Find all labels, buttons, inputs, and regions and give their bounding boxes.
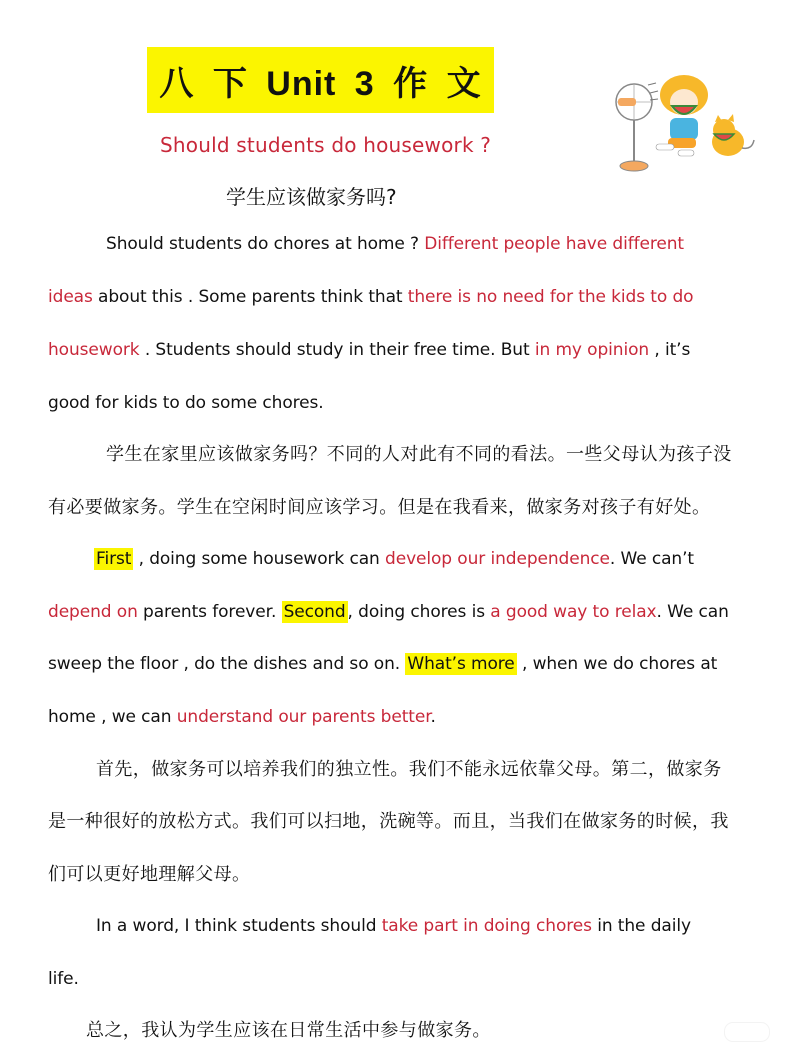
text-span: In a word, I think students should bbox=[96, 916, 382, 936]
p1-en-line2 bbox=[48, 284, 693, 310]
watermark bbox=[724, 1022, 770, 1042]
p2-en-line3 bbox=[48, 651, 717, 677]
text-span: . bbox=[430, 707, 436, 727]
p2-en-line2 bbox=[48, 599, 729, 625]
key-phrase: there is no need for the kids to do bbox=[407, 287, 694, 307]
p3-zh-line1: 总之，我认为学生应该在日常生活中参与做家务。 bbox=[86, 1020, 491, 1041]
p3-en-line2 bbox=[48, 966, 79, 992]
text-span: , when we do chores at bbox=[516, 654, 718, 674]
text-span: , doing some housework can bbox=[133, 549, 386, 569]
text-span: life. bbox=[48, 969, 79, 989]
p2-zh-line2: 是一种很好的放松方式。我们可以扫地，洗碗等。而且，当我们在做家务的时候，我 bbox=[48, 811, 729, 832]
p1-en-line3 bbox=[48, 337, 690, 363]
transition-word-highlight: First bbox=[96, 549, 132, 569]
key-phrase: ideas bbox=[48, 287, 93, 307]
p2-en-line4 bbox=[48, 704, 436, 730]
key-phrase: understand our parents better bbox=[176, 707, 431, 727]
key-phrase: housework bbox=[48, 340, 140, 360]
key-phrase: depend on bbox=[48, 602, 138, 622]
text-span: good for kids to do some chores. bbox=[48, 393, 324, 413]
page-title: 八 下 Unit 3 作 文 bbox=[159, 64, 482, 103]
text-span: . Students should study in their free time. But bbox=[139, 340, 535, 360]
p1-zh-line2: 有必要做家务。学生在空闲时间应该学习。但是在我看来，做家务对孩子有好处。 bbox=[48, 497, 711, 518]
illustration-icon bbox=[596, 60, 766, 185]
p1-zh-line1: 学生在家里应该做家务吗？不同的人对此有不同的看法。一些父母认为孩子没 bbox=[106, 444, 732, 465]
key-phrase: take part in doing chores bbox=[381, 916, 592, 936]
key-phrase: develop our independence bbox=[385, 549, 610, 569]
text-span: about this . Some parents think that bbox=[92, 287, 408, 307]
essay-question-zh: 学生应该做家务吗? bbox=[226, 185, 397, 209]
transition-word-highlight: What’s more bbox=[407, 654, 515, 674]
key-phrase: a good way to relax bbox=[490, 602, 657, 622]
text-span: parents forever. bbox=[137, 602, 282, 622]
p2-zh-line1: 首先，做家务可以培养我们的独立性。我们不能永远依靠父母。第二，做家务 bbox=[96, 759, 722, 780]
p2-en-line1 bbox=[94, 546, 694, 572]
p2-zh-line3: 们可以更好地理解父母。 bbox=[48, 864, 251, 885]
text-span: sweep the floor , do the dishes and so on. bbox=[48, 654, 406, 674]
text-span: . We can’t bbox=[609, 549, 694, 569]
title-banner bbox=[147, 47, 494, 113]
essay-question-en: Should students do housework ? bbox=[160, 133, 492, 157]
p1-en-line4 bbox=[48, 390, 324, 416]
text-span: Should students do chores at home ? bbox=[106, 234, 425, 254]
text-span: , doing chores is bbox=[347, 602, 491, 622]
key-phrase: Different people have different bbox=[424, 234, 684, 254]
transition-word-highlight: Second bbox=[283, 602, 346, 622]
text-span: , it’s bbox=[649, 340, 691, 360]
text-span: . We can bbox=[656, 602, 729, 622]
text-span: home , we can bbox=[48, 707, 177, 727]
key-phrase: in my opinion bbox=[534, 340, 650, 360]
girl-eating-watermelon-with-fan-and-cat-illustration bbox=[596, 60, 766, 185]
text-span: in the daily bbox=[591, 916, 691, 936]
p3-en-line1 bbox=[96, 913, 691, 939]
p1-en-line1 bbox=[106, 231, 684, 257]
